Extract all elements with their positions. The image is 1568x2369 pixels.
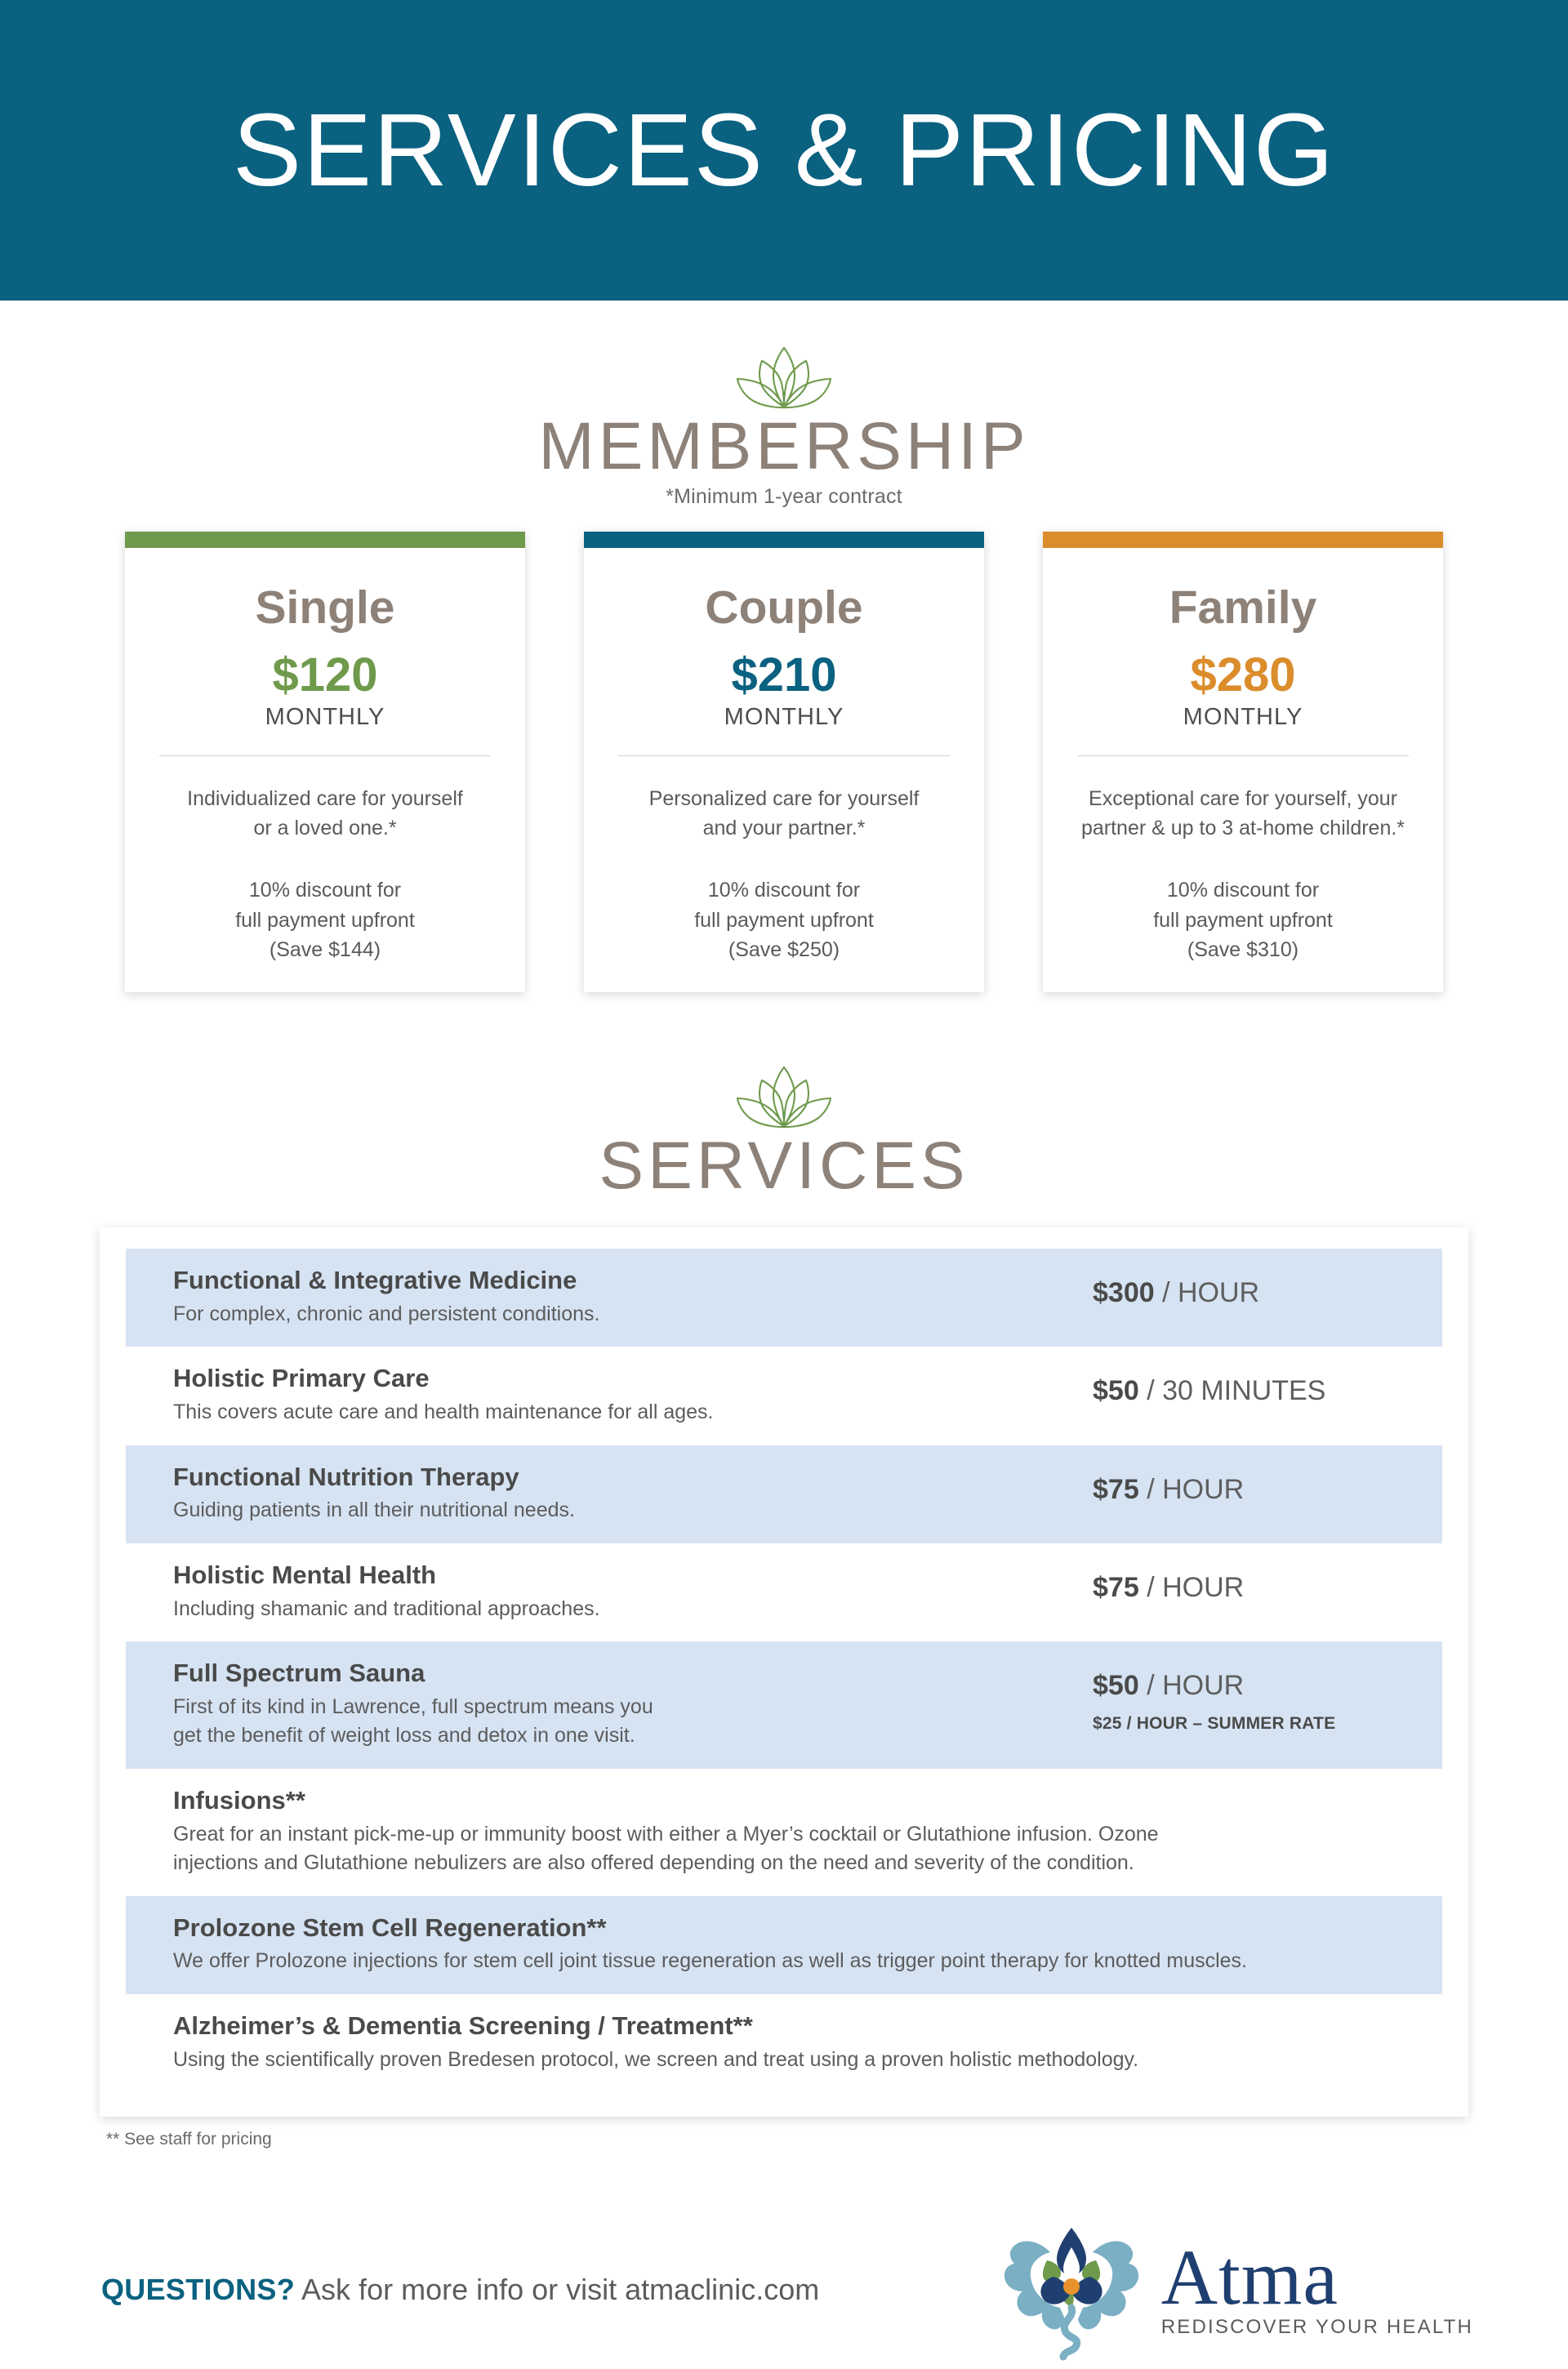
atma-logo[interactable] — [990, 2210, 1473, 2369]
service-price — [1093, 1473, 1395, 1507]
service-price — [1093, 1571, 1395, 1605]
service-description: For complex, chronic and persistent conditions. — [173, 1302, 600, 1325]
service-row[interactable] — [126, 1543, 1442, 1641]
services-table — [100, 1227, 1468, 2117]
service-description: This covers acute care and health maintenance for all ages. — [173, 1400, 714, 1424]
service-info — [173, 2011, 1395, 2074]
lotus-icon — [0, 1062, 1568, 1131]
membership-subtitle: *Minimum 1-year contract — [666, 485, 902, 509]
service-description: Great for an instant pick-me-up or immunity boost with either a Myer’s cocktail or Glutathione infusion. Ozone injections and Glutathione nebulizers are also offered depending on the need and severity of the condition. — [173, 1822, 1159, 1875]
service-row[interactable] — [126, 1994, 1442, 2092]
services-section-header — [0, 1062, 1568, 1204]
page-header — [0, 0, 1568, 301]
service-row[interactable] — [126, 1769, 1442, 1896]
service-info — [173, 1785, 1395, 1878]
atma-wordmark — [1160, 2233, 1473, 2339]
service-price-amount: $75 — [1093, 1473, 1139, 1505]
membership-section-header — [0, 343, 1568, 509]
service-info — [173, 1462, 1093, 1525]
service-row[interactable] — [126, 1896, 1442, 1994]
service-price-amount: $300 — [1093, 1277, 1155, 1309]
service-price-amount: $50 — [1093, 1670, 1139, 1702]
service-name: Holistic Primary Care — [173, 1364, 430, 1393]
plan-period: MONTHLY — [1183, 703, 1303, 730]
plan-description: Exceptional care for yourself, your partner & up to 3 at-home children.* — [1080, 786, 1405, 840]
services-title: SERVICES — [599, 1129, 969, 1204]
plan-discount: 10% discount for full payment upfront (Save $144) — [235, 879, 415, 961]
service-row[interactable] — [126, 1249, 1442, 1347]
service-description: First of its kind in Lawrence, full spectrum means you get the benefit of weight loss and detox in one visit. — [173, 1694, 653, 1748]
page-footer — [0, 2210, 1568, 2369]
service-name: Functional Nutrition Therapy — [173, 1462, 519, 1491]
service-name: Full Spectrum Sauna — [173, 1659, 425, 1688]
service-pricing — [1093, 1658, 1395, 1734]
service-name: Functional & Integrative Medicine — [173, 1266, 577, 1295]
service-price-unit: / HOUR — [1147, 1473, 1245, 1505]
service-price-unit: / 30 MINUTES — [1147, 1375, 1326, 1407]
service-row[interactable] — [126, 1641, 1442, 1769]
service-description: Guiding patients in all their nutritional needs. — [173, 1498, 575, 1522]
page-title: SERVICES & PRICING — [232, 92, 1336, 207]
service-price — [1093, 1374, 1395, 1408]
plan-accent-bar — [584, 532, 984, 548]
service-price-unit: / HOUR — [1147, 1670, 1245, 1702]
services-footnote: ** See staff for pricing — [106, 2130, 272, 2149]
plan-period: MONTHLY — [724, 703, 844, 730]
service-description: Using the scientifically proven Bredesen protocol, we screen and treat using a proven holistic methodology. — [173, 2047, 1139, 2071]
plan-card-single[interactable] — [125, 532, 525, 992]
questions-line — [101, 2273, 819, 2307]
plan-description: Personalized care for yourself and your partner.* — [648, 786, 920, 840]
service-info — [173, 1913, 1395, 1976]
plan-card-family[interactable] — [1043, 532, 1443, 992]
service-price-unit: / HOUR — [1162, 1277, 1260, 1309]
membership-cards — [0, 532, 1568, 992]
service-row[interactable] — [126, 1445, 1442, 1543]
service-pricing — [1093, 1560, 1395, 1605]
service-price-amount: $75 — [1093, 1571, 1139, 1603]
plan-price: $280 — [1190, 648, 1296, 701]
service-name: Holistic Mental Health — [173, 1560, 437, 1589]
service-price-unit: / HOUR — [1147, 1571, 1245, 1603]
lotus-icon — [0, 343, 1568, 412]
atma-lotus-wings-logo-icon — [990, 2210, 1153, 2369]
plan-divider — [618, 755, 950, 756]
service-price-secondary: $25 / HOUR – SUMMER RATE — [1093, 1713, 1336, 1733]
plan-name: Family — [1169, 581, 1317, 635]
plan-divider — [1077, 755, 1409, 756]
questions-text: Ask for more info or visit atmaclinic.com — [295, 2272, 820, 2306]
plan-period: MONTHLY — [265, 703, 385, 730]
membership-title: MEMBERSHIP — [538, 409, 1030, 483]
plan-divider — [159, 755, 491, 756]
service-row[interactable] — [126, 1347, 1442, 1445]
atma-word: Atma — [1160, 2233, 1339, 2321]
questions-label: QUESTIONS? — [101, 2272, 296, 2306]
plan-discount: 10% discount for full payment upfront (Save $310) — [1153, 879, 1333, 961]
service-name: Infusions** — [173, 1785, 305, 1815]
service-price — [1093, 1276, 1395, 1310]
plan-name: Single — [255, 581, 395, 635]
service-pricing — [1093, 1265, 1395, 1310]
atma-tagline: REDISCOVER YOUR HEALTH — [1160, 2315, 1473, 2338]
service-info — [173, 1363, 1093, 1427]
service-price-amount: $50 — [1093, 1375, 1139, 1407]
service-name: Prolozone Stem Cell Regeneration** — [173, 1913, 607, 1942]
plan-accent-bar — [125, 532, 525, 548]
plan-price: $210 — [731, 648, 837, 701]
service-info — [173, 1560, 1093, 1623]
service-name: Alzheimer’s & Dementia Screening / Treatment** — [173, 2011, 753, 2040]
service-description: Including shamanic and traditional approaches. — [173, 1596, 600, 1620]
plan-description: Individualized care for yourself or a loved one.* — [187, 786, 463, 840]
service-price — [1093, 1669, 1395, 1703]
plan-accent-bar — [1043, 532, 1443, 548]
service-info — [173, 1658, 1093, 1751]
service-pricing — [1093, 1462, 1395, 1507]
service-description: We offer Prolozone injections for stem cell joint tissue regeneration as well as trigger point therapy for knotted muscles. — [173, 1949, 1248, 1973]
service-info — [173, 1265, 1093, 1329]
plan-name: Couple — [705, 581, 863, 635]
plan-card-couple[interactable] — [584, 532, 984, 992]
plan-discount: 10% discount for full payment upfront (Save $250) — [694, 879, 874, 961]
plan-price: $120 — [272, 648, 378, 701]
service-pricing — [1093, 1363, 1395, 1408]
